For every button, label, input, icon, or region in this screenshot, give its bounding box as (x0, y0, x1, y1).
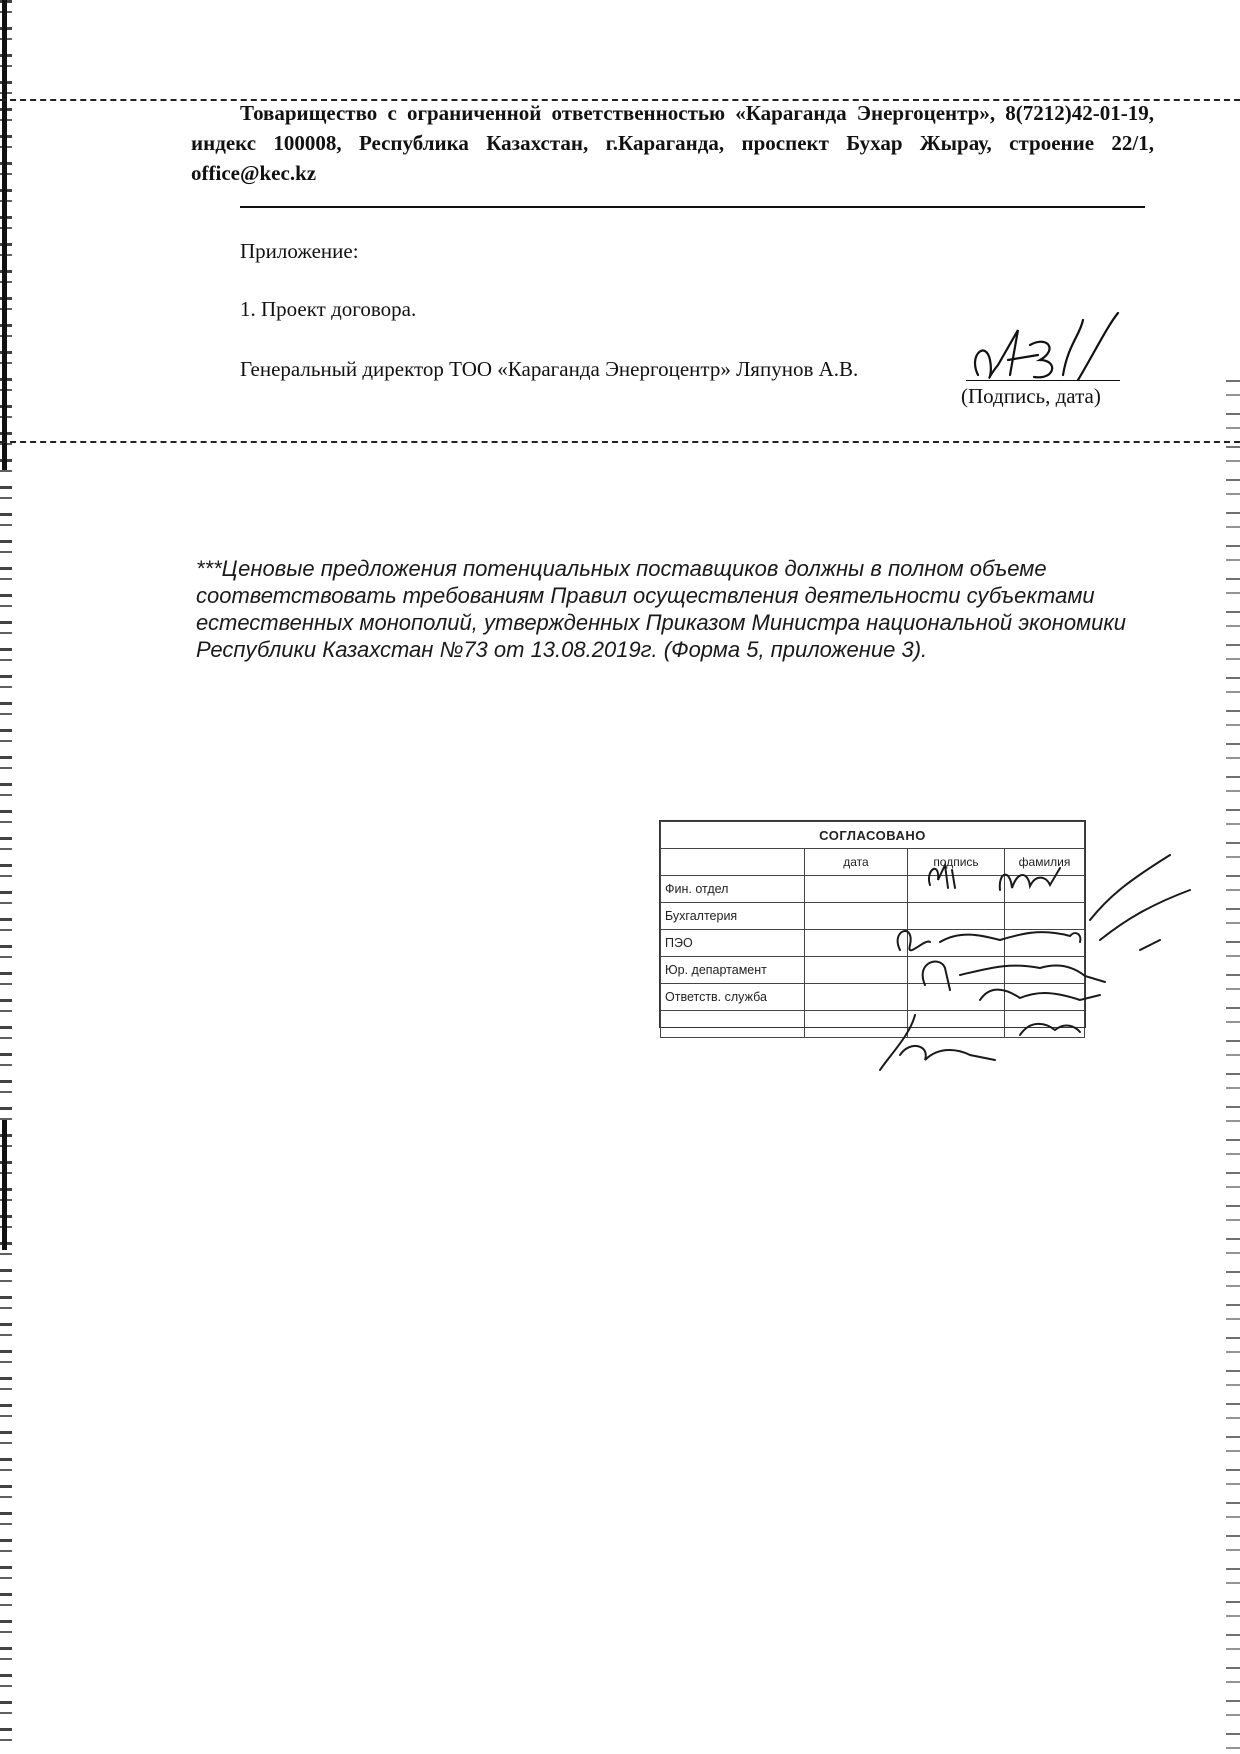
column-header-surname: фамилия (1005, 849, 1085, 876)
approval-signatures (870, 850, 1210, 1080)
attachment-label: Приложение: (240, 239, 359, 263)
row-label-peo: ПЭО (661, 930, 805, 957)
row-label-empty (661, 1011, 805, 1038)
column-header (661, 849, 805, 876)
scan-edge-right (1226, 380, 1240, 1754)
fold-line-bottom (0, 441, 1240, 443)
row-label-responsible: Ответств. служба (661, 984, 805, 1011)
column-header-signature: подпись (908, 849, 1005, 876)
column-header-date: дата (805, 849, 908, 876)
row-label-accounting: Бухгалтерия (661, 903, 805, 930)
attachment-item: 1. Проект договора. (240, 297, 417, 321)
director-signature (968, 305, 1138, 395)
signature-caption: (Подпись, дата) (961, 384, 1101, 408)
row-label-legal: Юр. департамент (661, 957, 805, 984)
scan-edge-left-bar (2, 0, 7, 470)
scan-edge-left-bar (2, 1120, 7, 1250)
row-label-fin: Фин. отдел (661, 876, 805, 903)
signatory-line: Генеральный директор ТОО «Караганда Энергоцентр» Ляпунов А.В. (240, 357, 859, 381)
company-header: Товарищество с ограниченной ответственностью «Караганда Энергоцентр», 8(7212)42-01-19, индекс 100008, Республика Казахстан, г.Караганда, проспект Бухар Жырау, строение 22/1, office@kec.kz (191, 101, 1154, 185)
header-rule (240, 206, 1145, 208)
pricing-note: ***Ценовые предложения потенциальных поставщиков должны в полном объеме соответствовать требованиям Правил осуществления деятельности субъектами естественных монополий, утвержденных Приказом Министра национальной экономики Республики Казахстан №73 от 13.08.2019г. (Форма 5, приложение 3). (196, 556, 1126, 662)
stamp-title: СОГЛАСОВАНО (661, 822, 1085, 849)
